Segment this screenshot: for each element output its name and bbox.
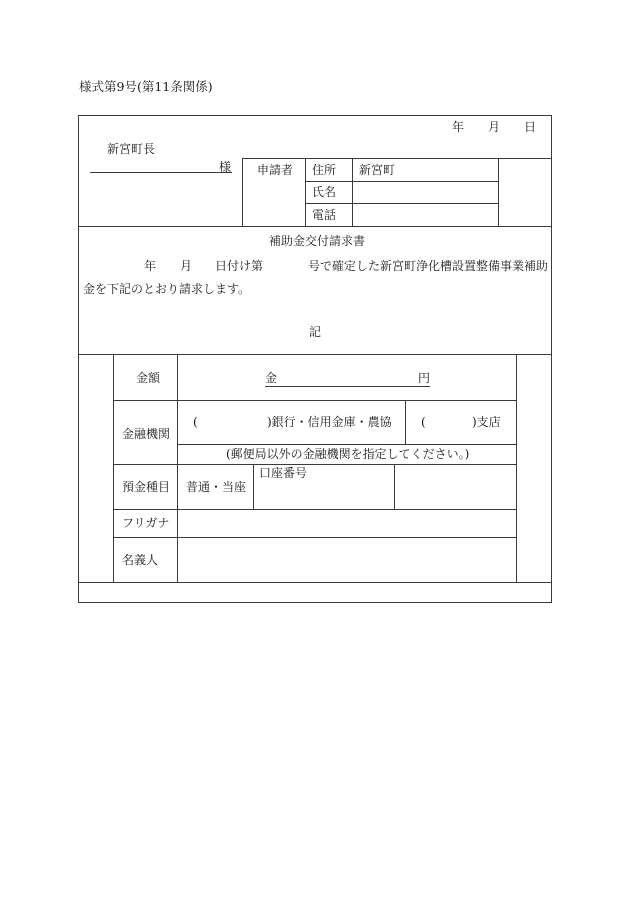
date-year: 年: [452, 120, 465, 134]
bank-inner-line: [177, 444, 516, 445]
applicant-top-line: [242, 158, 551, 159]
request-title: 補助金交付請求書: [269, 234, 366, 248]
deposit-type-label: 預金種目: [122, 480, 171, 494]
amount-prefix: 金: [265, 371, 278, 385]
phone-label: 電話: [312, 208, 337, 222]
deposit-row-line: [113, 509, 516, 510]
amount-label: 金額: [136, 371, 161, 385]
details-label-line: [177, 354, 178, 582]
amount-underline: [265, 386, 430, 387]
request-top-line: [78, 226, 552, 227]
date-month: 月: [488, 120, 501, 134]
applicant-label-right-line: [305, 158, 306, 226]
branch-suffix: )支店: [472, 415, 501, 429]
bank-label: 金融機関: [122, 427, 171, 441]
furigana-row-line: [113, 537, 516, 538]
details-bottom-line: [78, 582, 552, 583]
deposit-type-value: 普通・当座: [186, 480, 247, 494]
amount-row-line: [113, 400, 516, 401]
request-year: 年: [144, 259, 157, 273]
date-day: 日: [524, 120, 537, 134]
bank-note: (郵便局以外の金融機関を指定してください。): [226, 447, 470, 461]
field-value-right-line: [498, 158, 499, 226]
account-divider: [394, 464, 395, 509]
address-bottom-line: [305, 181, 498, 182]
details-right-line: [516, 354, 517, 582]
furigana-label: フリガナ: [122, 516, 170, 530]
applicant-label: 申請者: [257, 163, 294, 177]
request-month: 月: [180, 259, 193, 273]
account-number-label: 口座番号: [259, 466, 308, 480]
field-label-right-line: [352, 158, 353, 226]
addressee-underline: [90, 172, 232, 173]
request-line2: 金を下記のとおり請求します。: [83, 282, 251, 296]
holder-label: 名義人: [122, 553, 159, 567]
details-left-line: [113, 354, 114, 582]
honorific: 様: [219, 160, 232, 174]
bank-row-line: [113, 464, 516, 465]
ki-label: 記: [309, 325, 322, 339]
name-bottom-line: [305, 203, 498, 204]
bank-types: )銀行・信用金庫・農協: [267, 415, 392, 429]
form-number: 様式第9号(第11条関係): [79, 79, 213, 94]
address-label: 住所: [312, 163, 337, 177]
bank-branch-divider: [405, 400, 406, 444]
bank-open-paren: (: [193, 415, 198, 429]
applicant-left-line: [242, 158, 243, 226]
address-value: 新宮町: [359, 163, 396, 177]
name-label: 氏名: [312, 185, 337, 199]
details-top-line: [78, 354, 552, 355]
branch-open-paren: (: [421, 415, 426, 429]
deposit-divider: [253, 464, 254, 509]
request-line1-rest: 号で確定した新宮町浄化槽設置整備事業補助: [308, 259, 549, 273]
town-head: 新宮町長: [107, 142, 156, 156]
amount-unit: 円: [418, 371, 431, 385]
request-day: 日付け第: [215, 259, 264, 273]
